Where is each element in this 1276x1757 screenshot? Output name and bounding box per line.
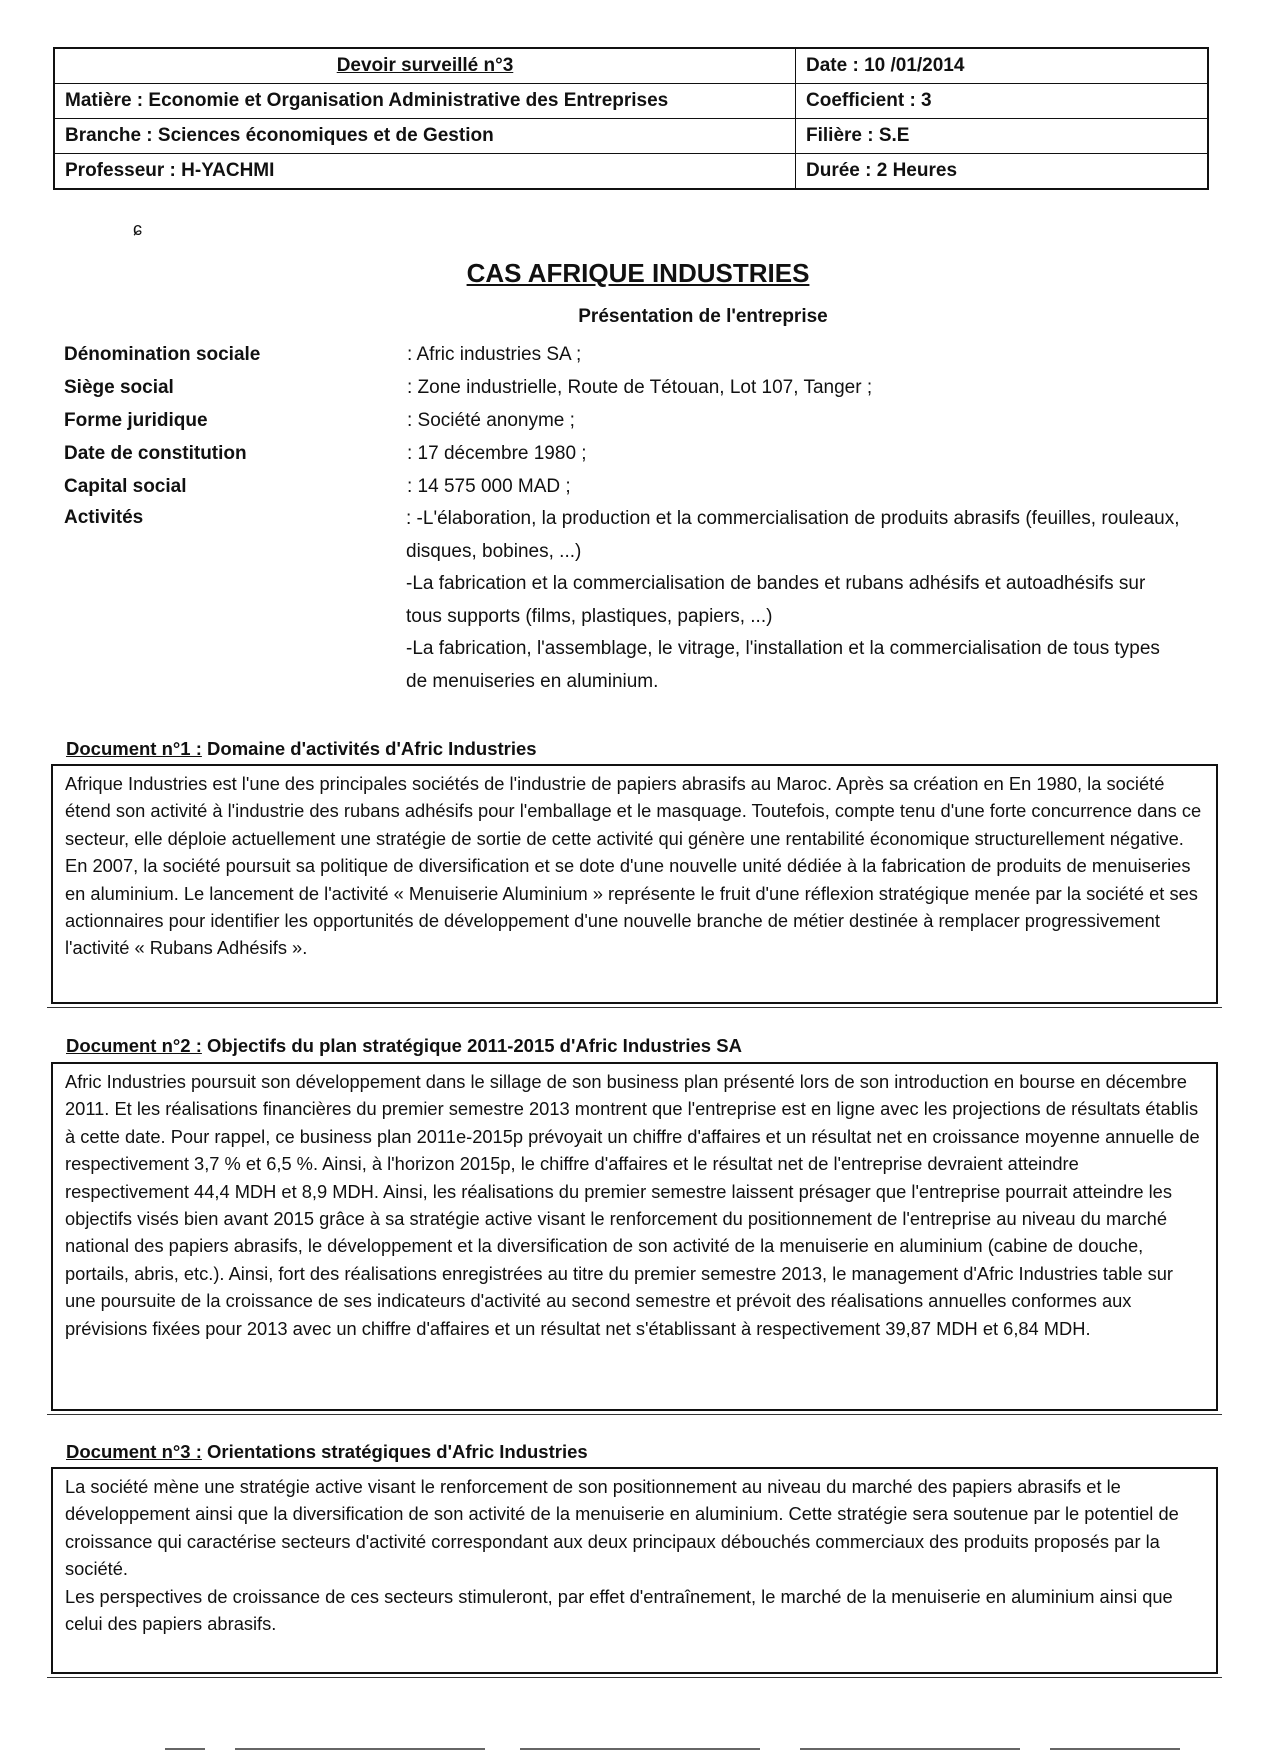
document-title: Orientations stratégiques d'Afric Industries	[201, 1441, 588, 1462]
activities-label: Activités	[64, 507, 144, 528]
exam-branch: Branche : Sciences économiques et de Gestion	[54, 119, 796, 154]
info-value: : Zone industrielle, Route de Tétouan, Lot 107, Tanger ;	[407, 376, 873, 398]
info-value: : Afric industries SA ;	[407, 343, 582, 365]
case-title: CAS AFRIQUE INDUSTRIES	[466, 258, 810, 288]
document-number: Document n°1 :	[66, 738, 202, 759]
document-paragraph: Les perspectives de croissance de ces secteurs stimuleront, par effet d'entraînement, le marché de la menuiserie en aluminium ainsi que celui des papiers abrasifs.	[65, 1585, 1173, 1635]
company-info	[64, 338, 1184, 698]
exam-stream: Filière : S.E	[796, 119, 1209, 154]
exam-title: Devoir surveillé n°3	[54, 48, 796, 84]
document-number: Document n°2 :	[66, 1035, 202, 1056]
document-title: Objectifs du plan stratégique 2011-2015 d'Afric Industries SA	[201, 1035, 742, 1056]
document-2-box	[51, 1062, 1218, 1411]
document-1-heading	[66, 738, 537, 760]
info-row	[64, 470, 1184, 503]
exam-teacher: Professeur : H-YACHMI	[54, 154, 796, 190]
info-value: : Société anonyme ;	[407, 409, 575, 431]
info-value: : 17 décembre 1980 ;	[407, 442, 587, 464]
activities-list	[406, 503, 1184, 698]
exam-duration: Durée : 2 Heures	[796, 154, 1209, 190]
activities-row	[64, 503, 1184, 698]
document-paragraph: Afric Industries poursuit son développement dans le sillage de son business plan présenté lors de son introduction en bourse en décembre 2011. Et les réalisations financières du premier semestre 2013 montrent que l'entreprise est en ligne avec les projections de résultats établis à cette date. Pour rappel, ce business plan 2011e-2015p prévoyait un chiffre d'affaires et un résultat net en croissance moyenne annuelle de respectivement 3,7 % et 6,5 %. Ainsi, à l'horizon 2015p, le chiffre d'affaires et le résultat net de l'entreprise devraient atteindre respectivement 44,4 MDH et 8,9 MDH. Ainsi, les réalisations du premier semestre laissent présager que l'entreprise pourrait atteindre les objectifs visés bien avant 2015 grâce à sa stratégie active visant le renforcement du positionnement de l'entreprise au niveau du marché national des papiers abrasifs, le développement et la diversification de son activité de la menuiserie en aluminium (cabine de douche, portails, abris, etc.). Ainsi, fort des réalisations enregistrées au titre du premier semestre 2013, le management d'Afric Industries table sur une poursuite de la croissance de ses indicateurs d'activité au second semestre et prévoit des réalisations annuelles conformes aux prévisions fixées pour 2013 avec un chiffre d'affaires et un résultat net s'établissant à respectivement 39,87 MDH et 6,84 MDH.	[65, 1071, 1200, 1339]
info-value: : 14 575 000 MAD ;	[407, 475, 571, 497]
footer-rule	[520, 1748, 760, 1750]
info-label: Capital social	[64, 475, 187, 497]
exam-coefficient: Coefficient : 3	[796, 84, 1209, 119]
exam-date: Date : 10 /01/2014	[796, 48, 1209, 84]
info-row	[64, 437, 1184, 470]
info-label: Dénomination sociale	[64, 343, 261, 365]
exam-header-table	[53, 47, 1209, 190]
info-row	[64, 404, 1184, 437]
scan-mark: ɕ	[133, 219, 142, 239]
case-subtitle: Présentation de l'entreprise	[578, 306, 828, 327]
activity-item: -La fabrication, l'assemblage, le vitrage, l'installation et la commercialisation de tous types de menuiseries en aluminium.	[406, 638, 1160, 692]
footer-rule	[800, 1748, 1020, 1750]
document-3-heading	[66, 1441, 588, 1463]
footer-rule	[1050, 1748, 1180, 1750]
document-paragraph: Afrique Industries est l'une des principales sociétés de l'industrie de papiers abrasifs au Maroc. Après sa création en En 1980, la société étend son activité à l'industrie des rubans adhésifs pour l'emballage et le masquage. Toutefois, compte tenu d'une forte concurrence dans ce secteur, elle déploie actuellement une stratégie de sortie de cette activité qui génère une rentabilité économique structurellement négative.	[65, 773, 1202, 849]
info-label: Date de constitution	[64, 442, 247, 464]
activity-item: -La fabrication et la commercialisation de bandes et rubans adhésifs et autoadhésifs sur tous supports (films, plastiques, papiers, ...)	[406, 573, 1146, 627]
info-row	[64, 338, 1184, 371]
activity-item: : -L'élaboration, la production et la commercialisation de produits abrasifs (feuilles, rouleaux, disques, bobines, ...)	[406, 508, 1180, 562]
document-paragraph: En 2007, la société poursuit sa politique de diversification et se dote d'une nouvelle unité dédiée à la fabrication de produits de menuiseries en aluminium. Le lancement de l'activité « Menuiserie Aluminium » représente le fruit d'une réflexion stratégique menée par la société et ses actionnaires pour identifier les opportunités de développement d'une nouvelle branche de métier destinée à remplacer progressivement l'activité « Rubans Adhésifs ».	[65, 855, 1198, 959]
exam-subject: Matière : Economie et Organisation Administrative des Entreprises	[54, 84, 796, 119]
document-3-box	[51, 1467, 1218, 1674]
footer-rule	[165, 1748, 205, 1750]
document-2-heading	[66, 1035, 742, 1057]
info-label: Siège social	[64, 376, 174, 398]
document-paragraph: La société mène une stratégie active visant le renforcement de son positionnement au niveau du marché des papiers abrasifs et le développement ainsi que la diversification de son activité de la menuiserie en aluminium. Cette stratégie sera soutenue par le potentiel de croissance qui caractérise secteurs d'activité correspondant aux deux principaux débouchés commerciaux des produits proposés par la société.	[65, 1476, 1179, 1580]
document-1-box	[51, 764, 1218, 1004]
info-label: Forme juridique	[64, 409, 208, 431]
info-row	[64, 371, 1184, 404]
document-title: Domaine d'activités d'Afric Industries	[201, 738, 537, 759]
footer-rule	[235, 1748, 485, 1750]
document-number: Document n°3 :	[66, 1441, 202, 1462]
